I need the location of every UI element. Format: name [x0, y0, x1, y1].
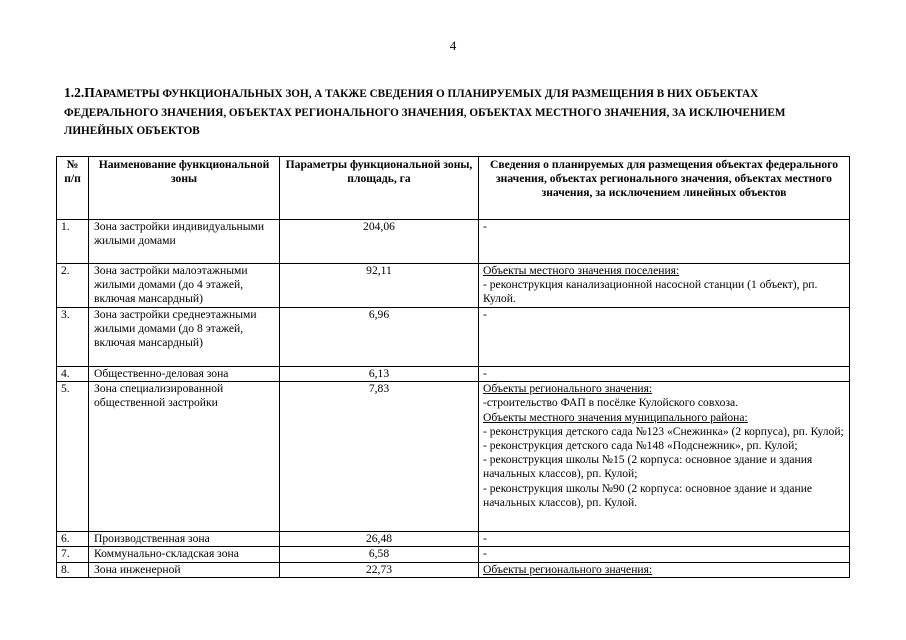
section-title-text: АРАМЕТРЫ ФУНКЦИОНАЛЬНЫХ ЗОН, А ТАКЖЕ СВЕДЕНИЯ О ПЛАНИРУЕМЫХ ДЛЯ РАЗМЕЩЕНИЯ В НИХ ОБЪЕКТАХ ФЕДЕРАЛЬНОГО ЗНАЧЕНИЯ, ОБЪЕКТАХ РЕГИОНАЛЬНОГО ЗНАЧЕНИЯ, ОБЪЕКТАХ МЕСТНОГО ЗНАЧЕНИЯ, ЗА ИСКЛЮЧЕНИЕМ ЛИНЕЙНЫХ ОБЪЕКТОВ: [64, 88, 786, 137]
zone-area: 22,73: [280, 562, 479, 577]
planned-objects: [479, 264, 850, 308]
zone-name: Коммунально-складская зона: [89, 547, 280, 562]
zone-area: 26,48: [280, 532, 479, 547]
zone-name: Зона специализированной общественной застройки: [89, 382, 280, 532]
page-number: 4: [449, 38, 457, 53]
row-num: 8.: [57, 562, 89, 577]
planned-objects: [479, 547, 850, 562]
info-line: -: [483, 532, 487, 546]
zone-area: 6,96: [280, 308, 479, 367]
info-heading: Объекты регионального значения:: [483, 382, 653, 396]
table-row: [57, 532, 850, 547]
planned-objects: [479, 367, 850, 382]
table-row: [57, 562, 850, 577]
zone-name: Зона застройки среднеэтажными жилыми домами (до 8 этажей, включая мансардный): [89, 308, 280, 367]
table-row: [57, 264, 850, 308]
table-row: [57, 367, 850, 382]
table-row: [57, 308, 850, 367]
header-parameters: Параметры функциональной зоны, площадь, га: [280, 157, 479, 220]
row-num: 2.: [57, 264, 89, 308]
planned-objects: [479, 562, 850, 577]
planned-objects: [479, 382, 850, 532]
info-line: - реконструкция школы №15 (2 корпуса: основное здание и здания начальных классов), рп. Кулой;: [483, 453, 813, 481]
zone-area: 204,06: [280, 220, 479, 264]
info-line: - реконструкция школы №90 (2 корпуса: основное здание и здание начальных классов), рп. Кулой.: [483, 481, 813, 509]
zone-name: Зона застройки малоэтажными жилыми домами (до 4 этажей, включая мансардный): [89, 264, 280, 308]
table-header-row: [57, 157, 850, 220]
row-num: 1.: [57, 220, 89, 264]
zones-table: [56, 156, 850, 578]
zone-area: 7,83: [280, 382, 479, 532]
info-line: -: [483, 547, 487, 561]
section-title-first-letter: П: [84, 85, 95, 100]
header-num: № п/п: [57, 157, 89, 220]
section-title: [64, 84, 854, 141]
planned-objects: [479, 220, 850, 264]
info-heading: Объекты местного значения поселения:: [483, 264, 680, 277]
planned-objects: [479, 532, 850, 547]
info-line: -: [483, 308, 487, 321]
zone-name: Зона инженерной: [89, 562, 280, 577]
zone-name: Общественно-деловая зона: [89, 367, 280, 382]
header-zone-name: Наименование функциональной зоны: [89, 157, 280, 220]
section-number: 1.2.: [64, 85, 85, 100]
info-heading: Объекты регионального значения:: [483, 562, 653, 576]
info-line: -: [483, 220, 487, 233]
info-line: -строительство ФАП в посёлке Кулойского совхоза.: [483, 396, 739, 410]
info-line: - реконструкция детского сада №148 «Подснежник», рп. Кулой;: [483, 439, 798, 453]
zone-area: 92,11: [280, 264, 479, 308]
row-num: 7.: [57, 547, 89, 562]
table-row: [57, 382, 850, 532]
zone-name: Зона застройки индивидуальными жилыми домами: [89, 220, 280, 264]
zone-area: 6,13: [280, 367, 479, 382]
row-num: 3.: [57, 308, 89, 367]
table-row: [57, 547, 850, 562]
header-planned-objects: Сведения о планируемых для размещения объектах федерального значения, объектах регионального значения, объектах местного значения, за исключением линейных объектов: [479, 157, 850, 220]
table-row: [57, 220, 850, 264]
row-num: 5.: [57, 382, 89, 532]
planned-objects: [479, 308, 850, 367]
info-line: - реконструкция канализационной насосной станции (1 объект), рп. Кулой.: [483, 278, 818, 306]
zone-area: 6,58: [280, 547, 479, 562]
info-line: -: [483, 367, 487, 380]
row-num: 4.: [57, 367, 89, 382]
zone-name: Производственная зона: [89, 532, 280, 547]
info-heading: Объекты местного значения муниципального района:: [483, 410, 748, 424]
info-line: - реконструкция детского сада №123 «Снежинка» (2 корпуса), рп. Кулой;: [483, 424, 844, 438]
row-num: 6.: [57, 532, 89, 547]
